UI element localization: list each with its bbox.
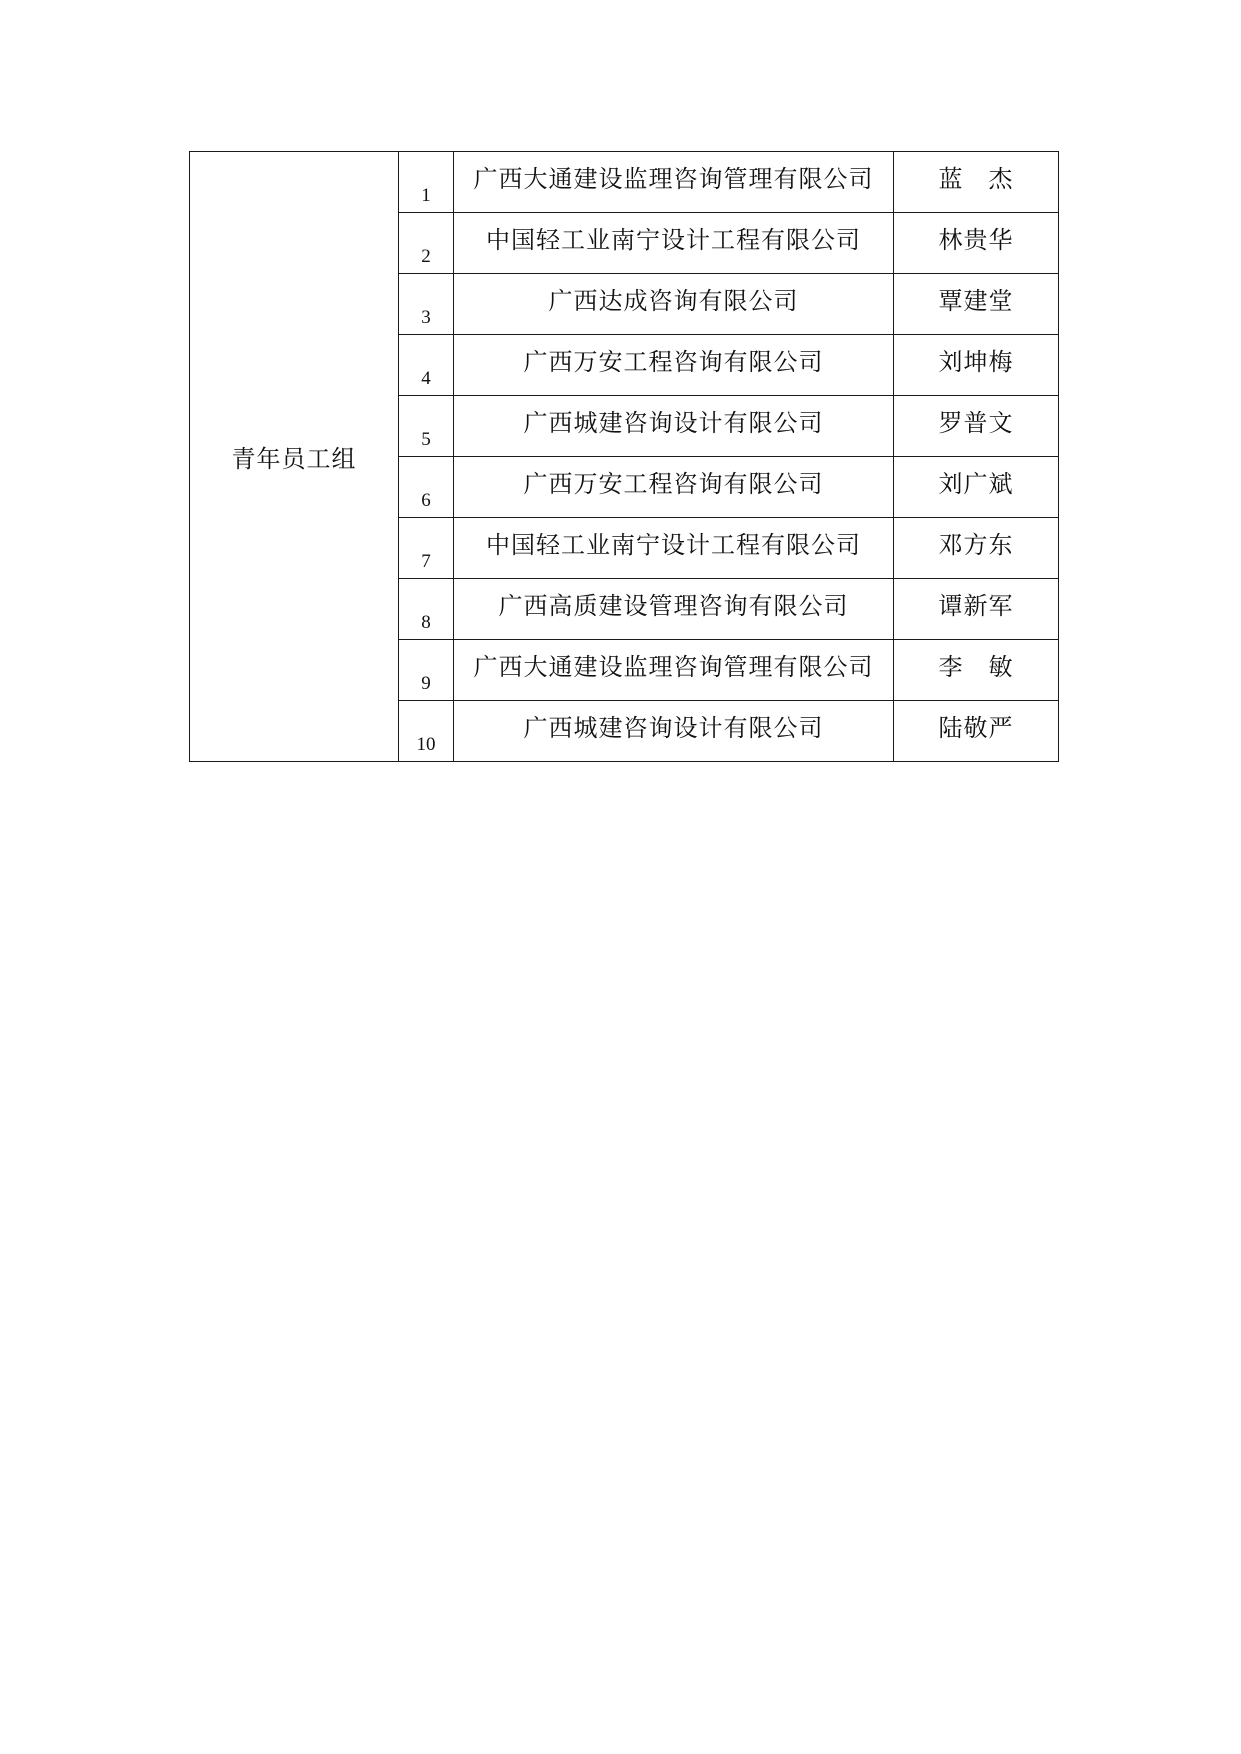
row-number-cell — [399, 396, 454, 457]
row-number: 7 — [421, 551, 431, 572]
row-number: 9 — [421, 673, 431, 694]
person-name: 刘坤梅 — [938, 347, 1014, 376]
person-name: 李 敏 — [938, 652, 1014, 681]
row-number-cell — [399, 152, 454, 213]
company-name: 广西达成咨询有限公司 — [548, 286, 799, 315]
company-name: 广西城建咨询设计有限公司 — [523, 713, 824, 742]
company-cell — [454, 396, 894, 457]
row-number-cell — [399, 518, 454, 579]
company-cell — [454, 274, 894, 335]
row-number: 5 — [421, 429, 431, 450]
person-name: 刘广斌 — [938, 469, 1014, 498]
company-cell — [454, 579, 894, 640]
company-cell — [454, 457, 894, 518]
company-name: 广西高质建设管理咨询有限公司 — [498, 591, 849, 620]
row-number-cell — [399, 701, 454, 762]
row-number: 4 — [421, 368, 431, 389]
company-cell — [454, 640, 894, 701]
company-name: 广西万安工程咨询有限公司 — [523, 469, 824, 498]
company-name: 广西城建咨询设计有限公司 — [523, 408, 824, 437]
company-cell — [454, 213, 894, 274]
roster-table — [189, 151, 1059, 762]
person-cell — [894, 213, 1059, 274]
person-name: 罗普文 — [938, 408, 1014, 437]
company-cell — [454, 152, 894, 213]
row-number-cell — [399, 640, 454, 701]
person-name: 邓方东 — [938, 530, 1014, 559]
person-name: 陆敬严 — [938, 713, 1014, 742]
row-number-cell — [399, 457, 454, 518]
company-name: 中国轻工业南宁设计工程有限公司 — [486, 530, 861, 559]
table-row — [190, 152, 1059, 213]
company-name: 中国轻工业南宁设计工程有限公司 — [486, 225, 861, 254]
person-cell — [894, 457, 1059, 518]
row-number-cell — [399, 274, 454, 335]
group-label-cell — [190, 152, 399, 762]
person-cell — [894, 701, 1059, 762]
company-name: 广西大通建设监理咨询管理有限公司 — [473, 652, 874, 681]
company-cell — [454, 518, 894, 579]
company-cell — [454, 335, 894, 396]
company-name: 广西万安工程咨询有限公司 — [523, 347, 824, 376]
row-number-cell — [399, 213, 454, 274]
person-name: 谭新军 — [938, 591, 1014, 620]
person-name: 覃建堂 — [938, 286, 1014, 315]
row-number: 1 — [421, 185, 431, 206]
person-name: 林贵华 — [938, 225, 1014, 254]
company-cell — [454, 701, 894, 762]
group-label: 青年员工组 — [231, 445, 357, 473]
person-cell — [894, 640, 1059, 701]
row-number: 2 — [421, 246, 431, 267]
person-cell — [894, 396, 1059, 457]
row-number: 10 — [416, 734, 436, 755]
person-cell — [894, 518, 1059, 579]
person-cell — [894, 579, 1059, 640]
row-number-cell — [399, 579, 454, 640]
company-name: 广西大通建设监理咨询管理有限公司 — [473, 164, 874, 193]
person-cell — [894, 274, 1059, 335]
person-cell — [894, 335, 1059, 396]
row-number-cell — [399, 335, 454, 396]
person-name: 蓝 杰 — [938, 164, 1014, 193]
row-number: 8 — [421, 612, 431, 633]
row-number: 3 — [421, 307, 431, 328]
row-number: 6 — [421, 490, 431, 511]
person-cell — [894, 152, 1059, 213]
